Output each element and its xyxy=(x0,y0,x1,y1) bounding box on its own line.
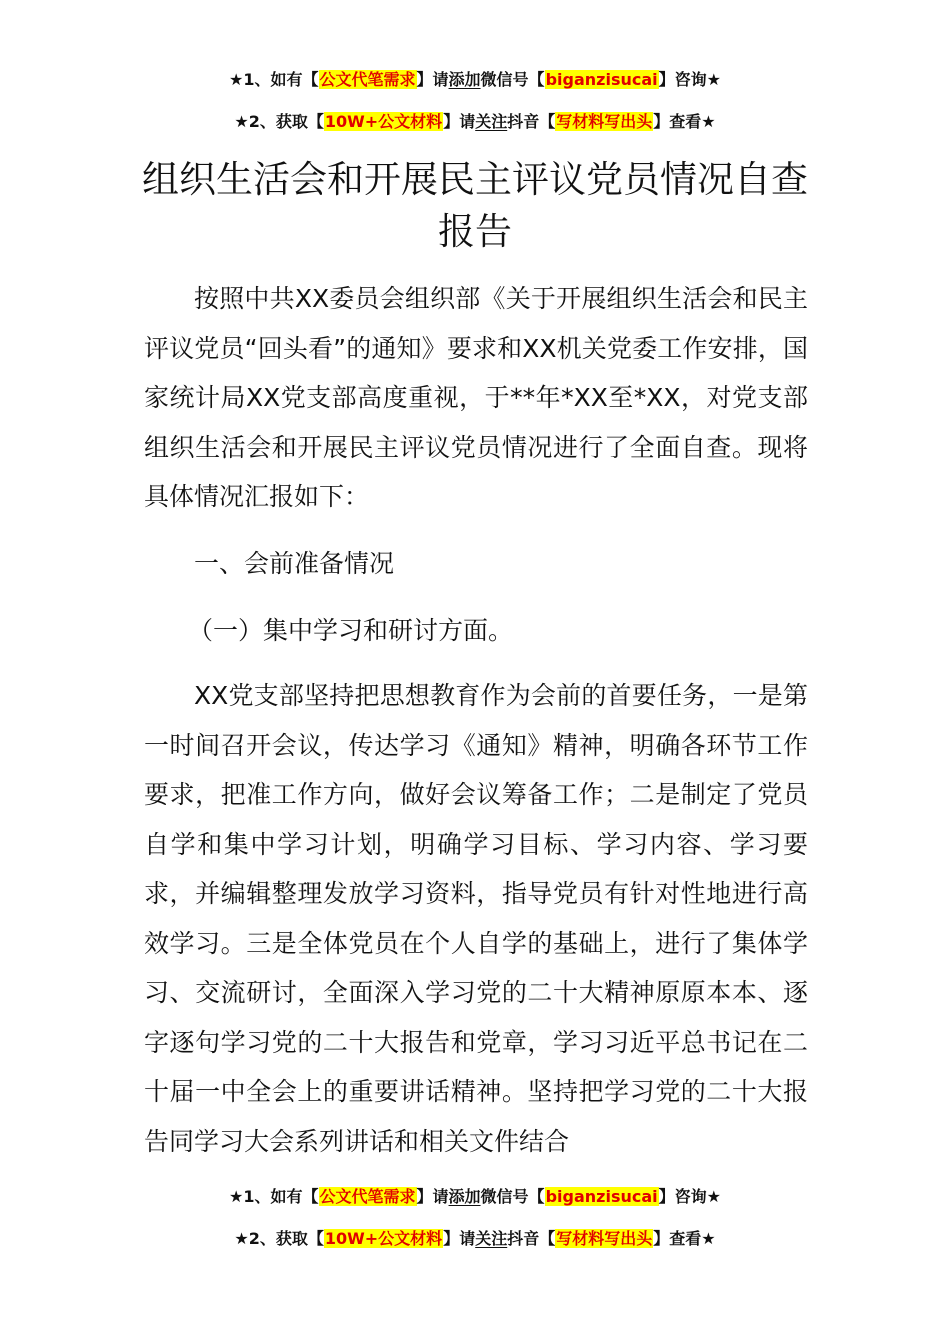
header-notice-text: 】请 xyxy=(443,112,476,131)
footer-notice-text: 】请 xyxy=(416,1187,449,1206)
underlined-text: 关注 xyxy=(475,1229,508,1248)
header-notice-line-1 xyxy=(0,69,950,91)
footer-notice-line-2 xyxy=(0,1228,950,1250)
header-notice-text: 】请 xyxy=(416,70,449,89)
highlight-douyin: 写材料写出头 xyxy=(556,112,653,131)
highlight-materials: 10W+公文材料 xyxy=(324,1229,443,1248)
intro-paragraph: 按照中共XX委员会组织部《关于开展组织生活会和民主评议党员“回头看”的通知》要求和XX机关党委工作安排，国家统计局XX党支部高度重视，于**年*XX至*XX，对党支部组织生活会和开展民主评议党员情况进行了全面自查。现将具体情况汇报如下： xyxy=(144,284,808,511)
subsection-heading: （一）集中学习和研讨方面。 xyxy=(188,616,514,645)
highlight-wechat-id: biganzisucai xyxy=(545,1187,658,1206)
highlight-service: 公文代笔需求 xyxy=(319,1187,416,1206)
footer-notice-text: 】咨询★ xyxy=(658,1187,721,1206)
header-notice-line-2 xyxy=(0,111,950,133)
footer-notice-text: ★2、获取【 xyxy=(234,1229,324,1248)
highlight-wechat-id: biganzisucai xyxy=(545,70,658,89)
header-notice-text: 微信号【 xyxy=(480,70,545,89)
header-notice-text: ★1、如有【 xyxy=(229,70,319,89)
section-heading: 一、会前准备情况 xyxy=(194,549,395,578)
header-notice-text: 抖音【 xyxy=(507,112,556,131)
footer-notice-text: ★1、如有【 xyxy=(229,1187,319,1206)
highlight-materials: 10W+公文材料 xyxy=(324,112,443,131)
document-title: 组织生活会和开展民主评议党员情况自查报告 xyxy=(142,158,808,253)
header-notice-text: ★2、获取【 xyxy=(234,112,324,131)
underlined-text: 添加 xyxy=(448,70,481,89)
underlined-text: 关注 xyxy=(475,112,508,131)
footer-notice-text: 抖音【 xyxy=(507,1229,556,1248)
footer-notice-text: 微信号【 xyxy=(480,1187,545,1206)
footer-notice-line-1 xyxy=(0,1186,950,1208)
highlight-service: 公文代笔需求 xyxy=(319,70,416,89)
footer-notice-text: 】请 xyxy=(443,1229,476,1248)
footer-notice-text: 】查看★ xyxy=(653,1229,716,1248)
underlined-text: 添加 xyxy=(448,1187,481,1206)
header-notice-text: 】咨询★ xyxy=(658,70,721,89)
highlight-douyin: 写材料写出头 xyxy=(556,1229,653,1248)
body-paragraph: XX党支部坚持把思想教育作为会前的首要任务，一是第一时间召开会议，传达学习《通知》精神，明确各环节工作要求，把准工作方向，做好会议筹备工作；二是制定了党员自学和集中学习计划，明确学习目标、学习内容、学习要求，并编辑整理发放学习资料，指导党员有针对性地进行高效学习。三是全体党员在个人自学的基础上，进行了集体学习、交流研讨，全面深入学习党的二十大精神原原本本、逐字逐句学习党的二十大报告和党章，学习习近平总书记在二十届一中全会上的重要讲话精神。坚持把学习党的二十大报告同学习大会系列讲话和相关文件结合 xyxy=(144,681,808,1156)
header-notice-text: 】查看★ xyxy=(653,112,716,131)
